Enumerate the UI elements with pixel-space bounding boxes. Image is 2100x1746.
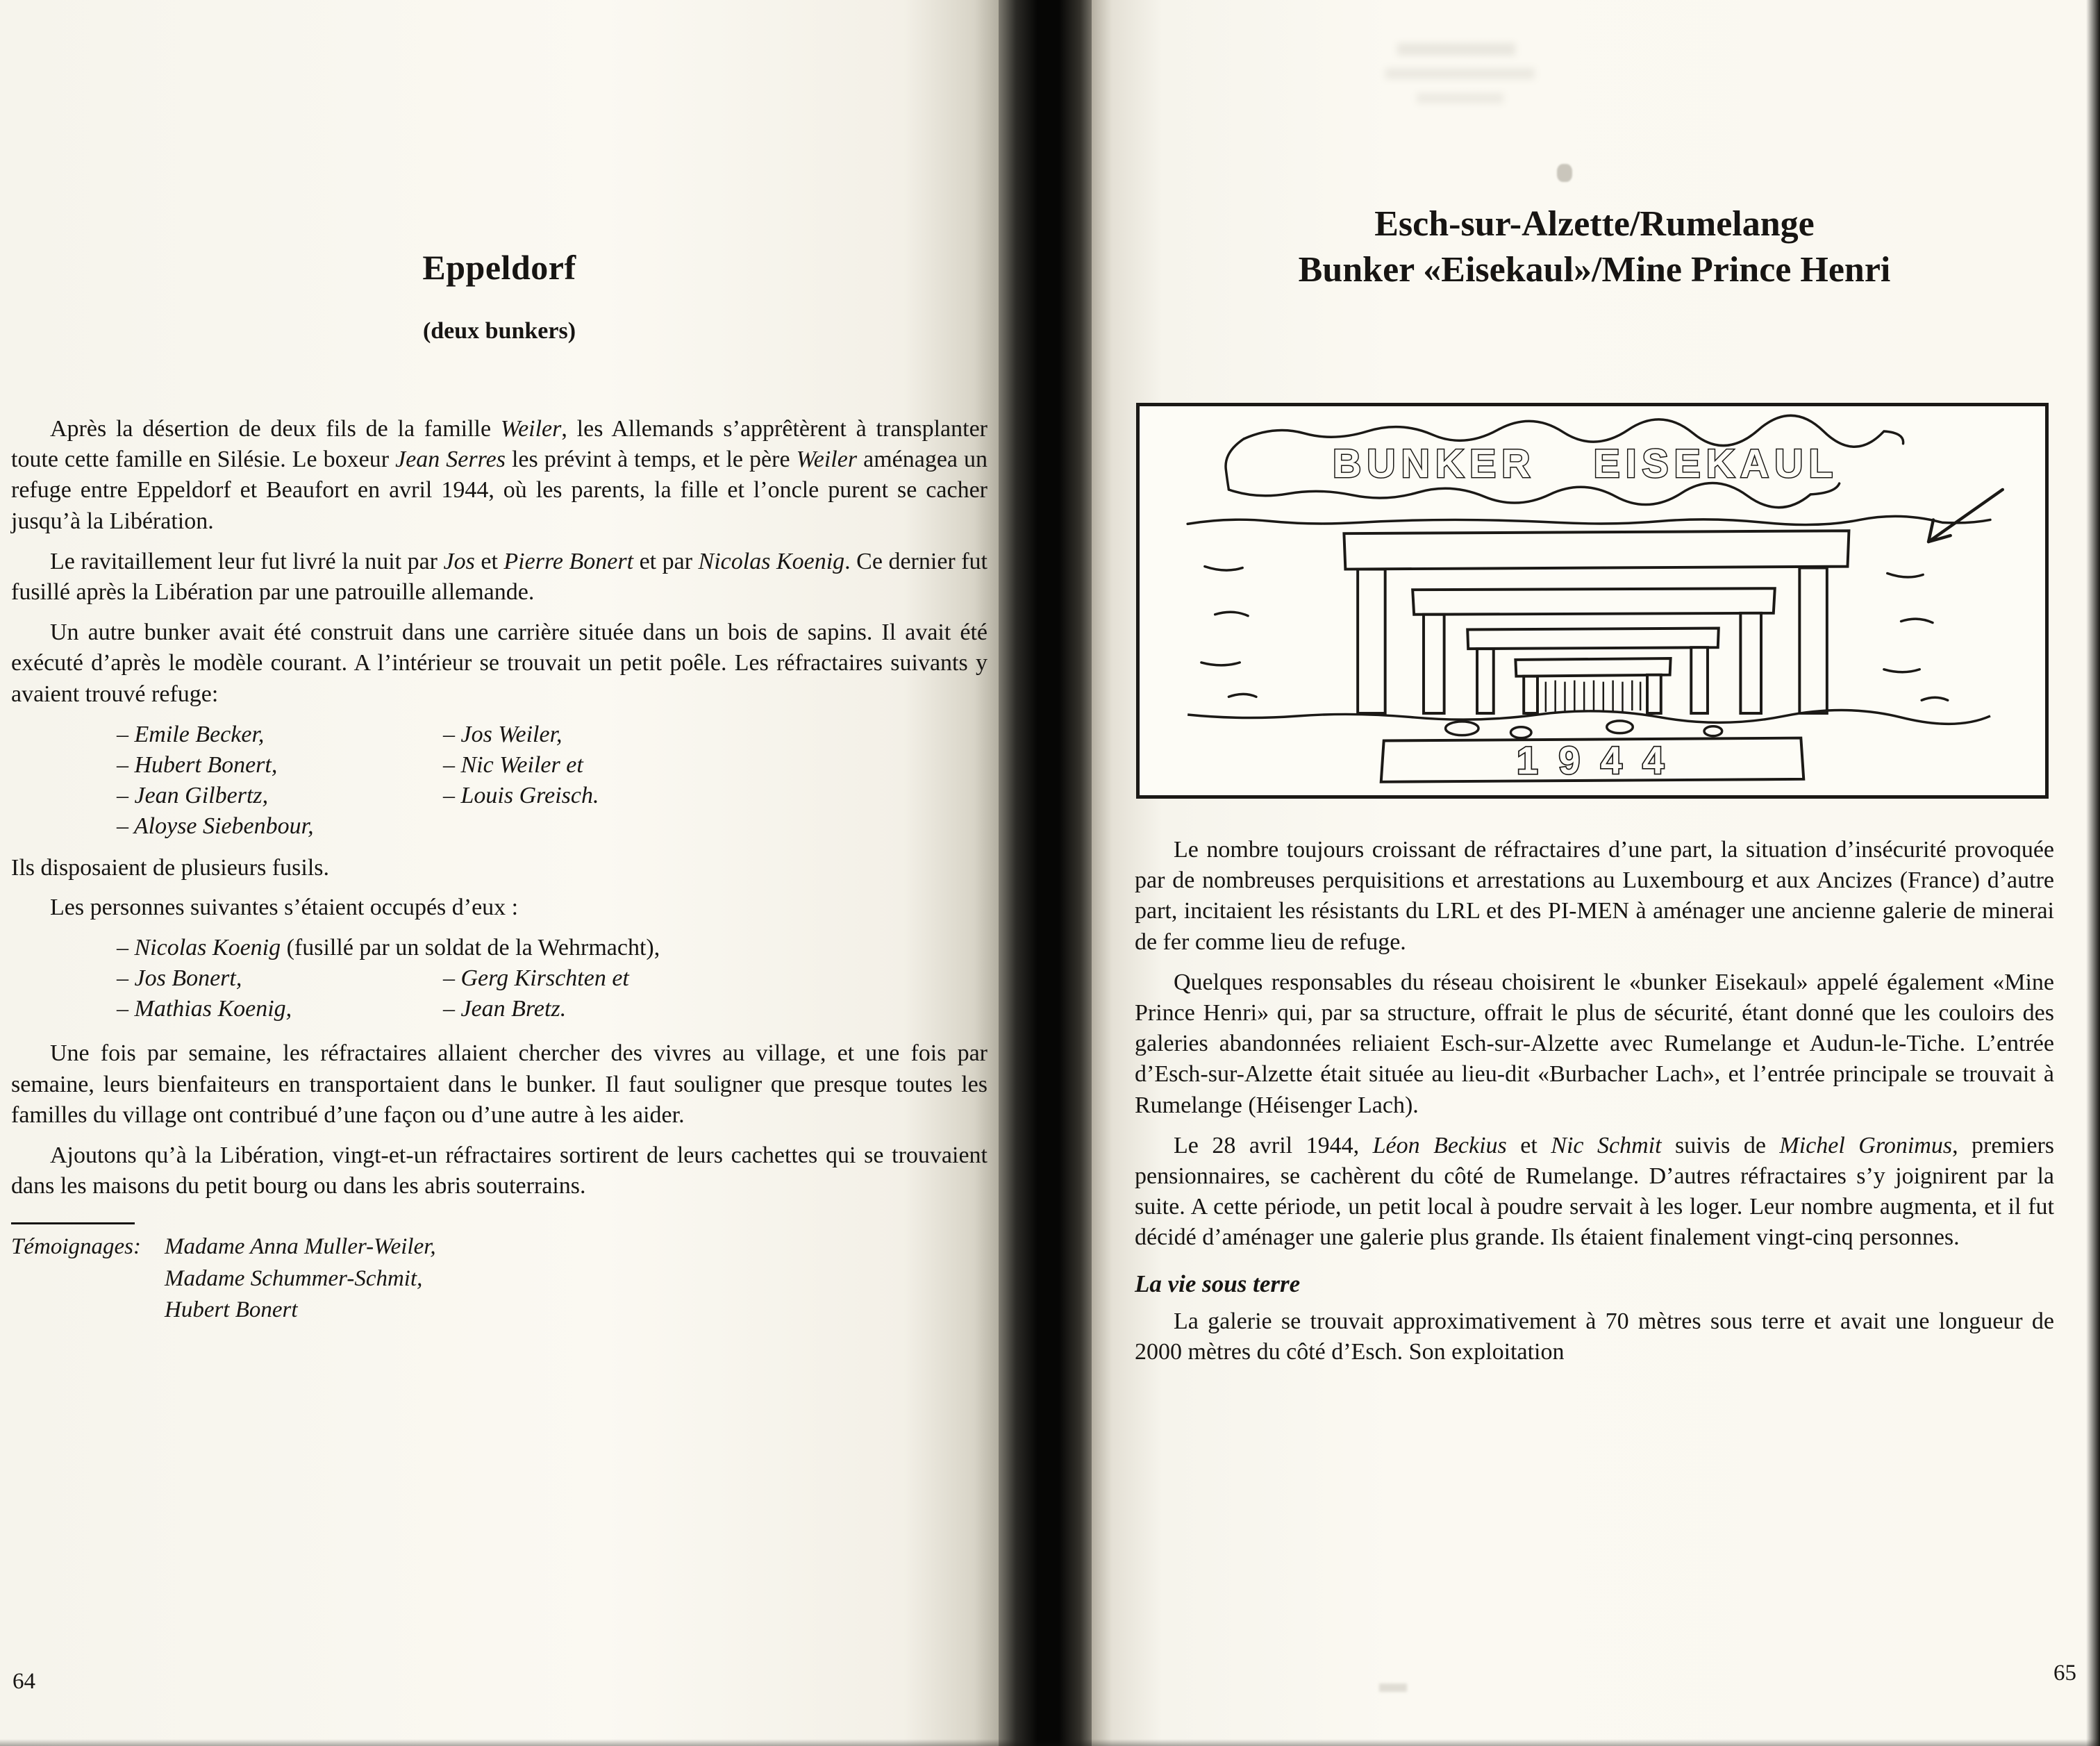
- bunker-drawing: [1140, 406, 2045, 795]
- right-page-title-line1: Esch-sur-Alzette/Rumelange: [1374, 204, 1815, 244]
- temoignage-name: Hubert Bonert: [164, 1297, 298, 1323]
- temoignages-label: Témoignages:: [11, 1234, 141, 1260]
- figure-caption: BUNKER EISEKAUL: [1332, 442, 1839, 487]
- personnes-line: Les personnes suivantes s’étaient occupés d’eux :: [50, 894, 519, 920]
- refuge-list-col1: [117, 720, 443, 842]
- scan-artifact: [1417, 93, 1503, 103]
- scan-artifact: [1385, 68, 1535, 79]
- paragraph: Un autre bunker avait été construit dans une carrière située dans un bois de sapins. Il avait été exécuté d’après le modèle courant. A l’intérieur se trouvait un petit poêle. Les réfractaires suivants y avaient trouvé refuge:: [11, 620, 988, 707]
- list-item: – Jean Gilbertz,: [117, 783, 269, 809]
- right-page-title: [1135, 201, 2054, 293]
- tunnel-shading: [1546, 681, 1640, 712]
- left-page-subtitle: (deux bunkers): [422, 318, 576, 344]
- ground-line: [1188, 710, 1990, 738]
- list-item: – Emile Becker,: [117, 721, 265, 747]
- list-item: – Jean Bretz.: [443, 996, 567, 1022]
- arrow-icon: [1928, 490, 2003, 542]
- paragraph: Le nombre toujours croissant de réfractaires d’une part, la situation d’insécurité provoquée par de nombreuses perquisitions et arrestations au Luxembourg et aux Ancizes (France) d’autre part, incitaient les résistants du LRL et des PI-MEN à aménager une ancienne galerie de minerai de fer comme lieu de refuge.: [1135, 837, 2054, 955]
- helpers-list-col1: [117, 963, 443, 1024]
- list-item: – Hubert Bonert,: [117, 751, 278, 778]
- scan-artifact: [1557, 164, 1572, 182]
- page-right: [1092, 0, 2100, 1746]
- page-number-right: 65: [2053, 1661, 2076, 1686]
- paragraph: Le ravitaillement leur fut livré la nuit par Jos et Pierre Bonert et par Nicolas Koenig. Ce dernier fut fusillé après la Libération par une patrouille allemande.: [11, 548, 988, 605]
- scan-artifact: [1379, 1683, 1407, 1692]
- page-number-left: 64: [12, 1669, 35, 1694]
- fusils-line: Ils disposaient de plusieurs fusils.: [11, 855, 330, 881]
- temoignages-names: [165, 1231, 436, 1327]
- paragraph: Le 28 avril 1944, Léon Beckius et Nic Schmit suivis de Michel Gronimus, premiers pensionnaires, se cachèrent du côté de Rumelange. D’autres réfractaires s’y joignirent par la suite. A cette période, un petit local à poudre servait à les loger. Leur nombre augmenta, et il fut décidé d’aménager une galerie plus grande. Ils étaient finalement vingt-cinq personnes.: [1135, 1132, 2054, 1251]
- left-page-content: [0, 0, 1004, 1327]
- list-item: – Louis Greisch.: [443, 783, 599, 809]
- temoignages-block: [11, 1222, 988, 1327]
- list-item: – Aloyse Siebenbour,: [117, 813, 314, 840]
- helpers-list-col2: [443, 963, 629, 1024]
- paragraph: Après la désertion de deux fils de la famille Weiler, les Allemands s’apprêtèrent à transplanter toute cette famille en Silésie. Le boxeur Jean Serres les prévint à temps, et le père Weiler aménagea un refuge entre Eppeldorf et Beaufort en avril 1944, où les parents, la fille et l’oncle purent se cacher jusqu’à la Libération.: [11, 416, 988, 534]
- list-item: – Gerg Kirschten et: [443, 965, 629, 991]
- left-page-title: Eppeldorf: [422, 248, 576, 287]
- figure-year: 1944: [1517, 739, 1685, 783]
- list-item: – Nic Weiler et: [443, 751, 583, 778]
- temoignage-name: Madame Anna Muller-Weiler,: [164, 1234, 436, 1260]
- right-page-title-line2: Bunker «Eisekaul»/Mine Prince Henri: [1298, 250, 1891, 290]
- list-item: – Mathias Koenig,: [117, 996, 292, 1022]
- paragraph: Une fois par semaine, les réfractaires allaient chercher des vivres au village, et une fois par semaine, leurs bienfaiteurs en transportaient dans le bunker. Il faut souligner que presque toutes les familles du village ont contribué d’une façon ou d’une autre à les aider.: [11, 1040, 988, 1128]
- list-item: – Jos Bonert,: [117, 965, 242, 991]
- list-item: – Nicolas Koenig (fusillé par un soldat de la Wehrmacht),: [117, 934, 660, 961]
- book-spine: [999, 0, 1096, 1746]
- refuge-list-col2: [443, 720, 988, 842]
- refuge-list: [117, 720, 988, 842]
- paragraph: La galerie se trouvait approximativement à 70 mètres sous terre et avait une longueur de 2000 mètres du côté d’Esch. Son exploitation: [1135, 1308, 2054, 1365]
- scan-artifact: [1397, 43, 1515, 56]
- paragraph: Ajoutons qu’à la Libération, vingt-et-un réfractaires sortirent de leurs cachettes qui se trouvaient dans les maisons du petit bourg ou dans les abris souterrains.: [11, 1142, 988, 1199]
- temoignage-name: Madame Schummer-Schmit,: [164, 1265, 423, 1291]
- paragraph: Quelques responsables du réseau choisirent le «bunker Eisekaul» appelé également «Mine Prince Henri» qui, par sa structure, offrait le plus de sécurité, étant donné que les couloirs des galeries abandonnées reliaient Esch-sur-Alzette avec Rumelange et Audun-le-Tiche. L’entrée d’Esch-sur-Alzette était située au lieu-dit «Burbacher Lach», et l’entrée principale se trouvait à Rumelange (Héisenger Lach).: [1135, 969, 2054, 1118]
- page-edge-shadow: [2086, 0, 2100, 1746]
- divider: [11, 1222, 135, 1224]
- tunnel-frames: [1344, 531, 1849, 713]
- page-bottom-shadow: [0, 1739, 2100, 1746]
- bunker-illustration: [1136, 403, 2049, 799]
- section-heading: La vie sous terre: [1135, 1270, 1301, 1297]
- page-left: [0, 0, 1004, 1746]
- right-page-content: [1092, 0, 2100, 1367]
- list-item: – Jos Weiler,: [443, 721, 562, 747]
- helpers-list: [117, 933, 988, 1025]
